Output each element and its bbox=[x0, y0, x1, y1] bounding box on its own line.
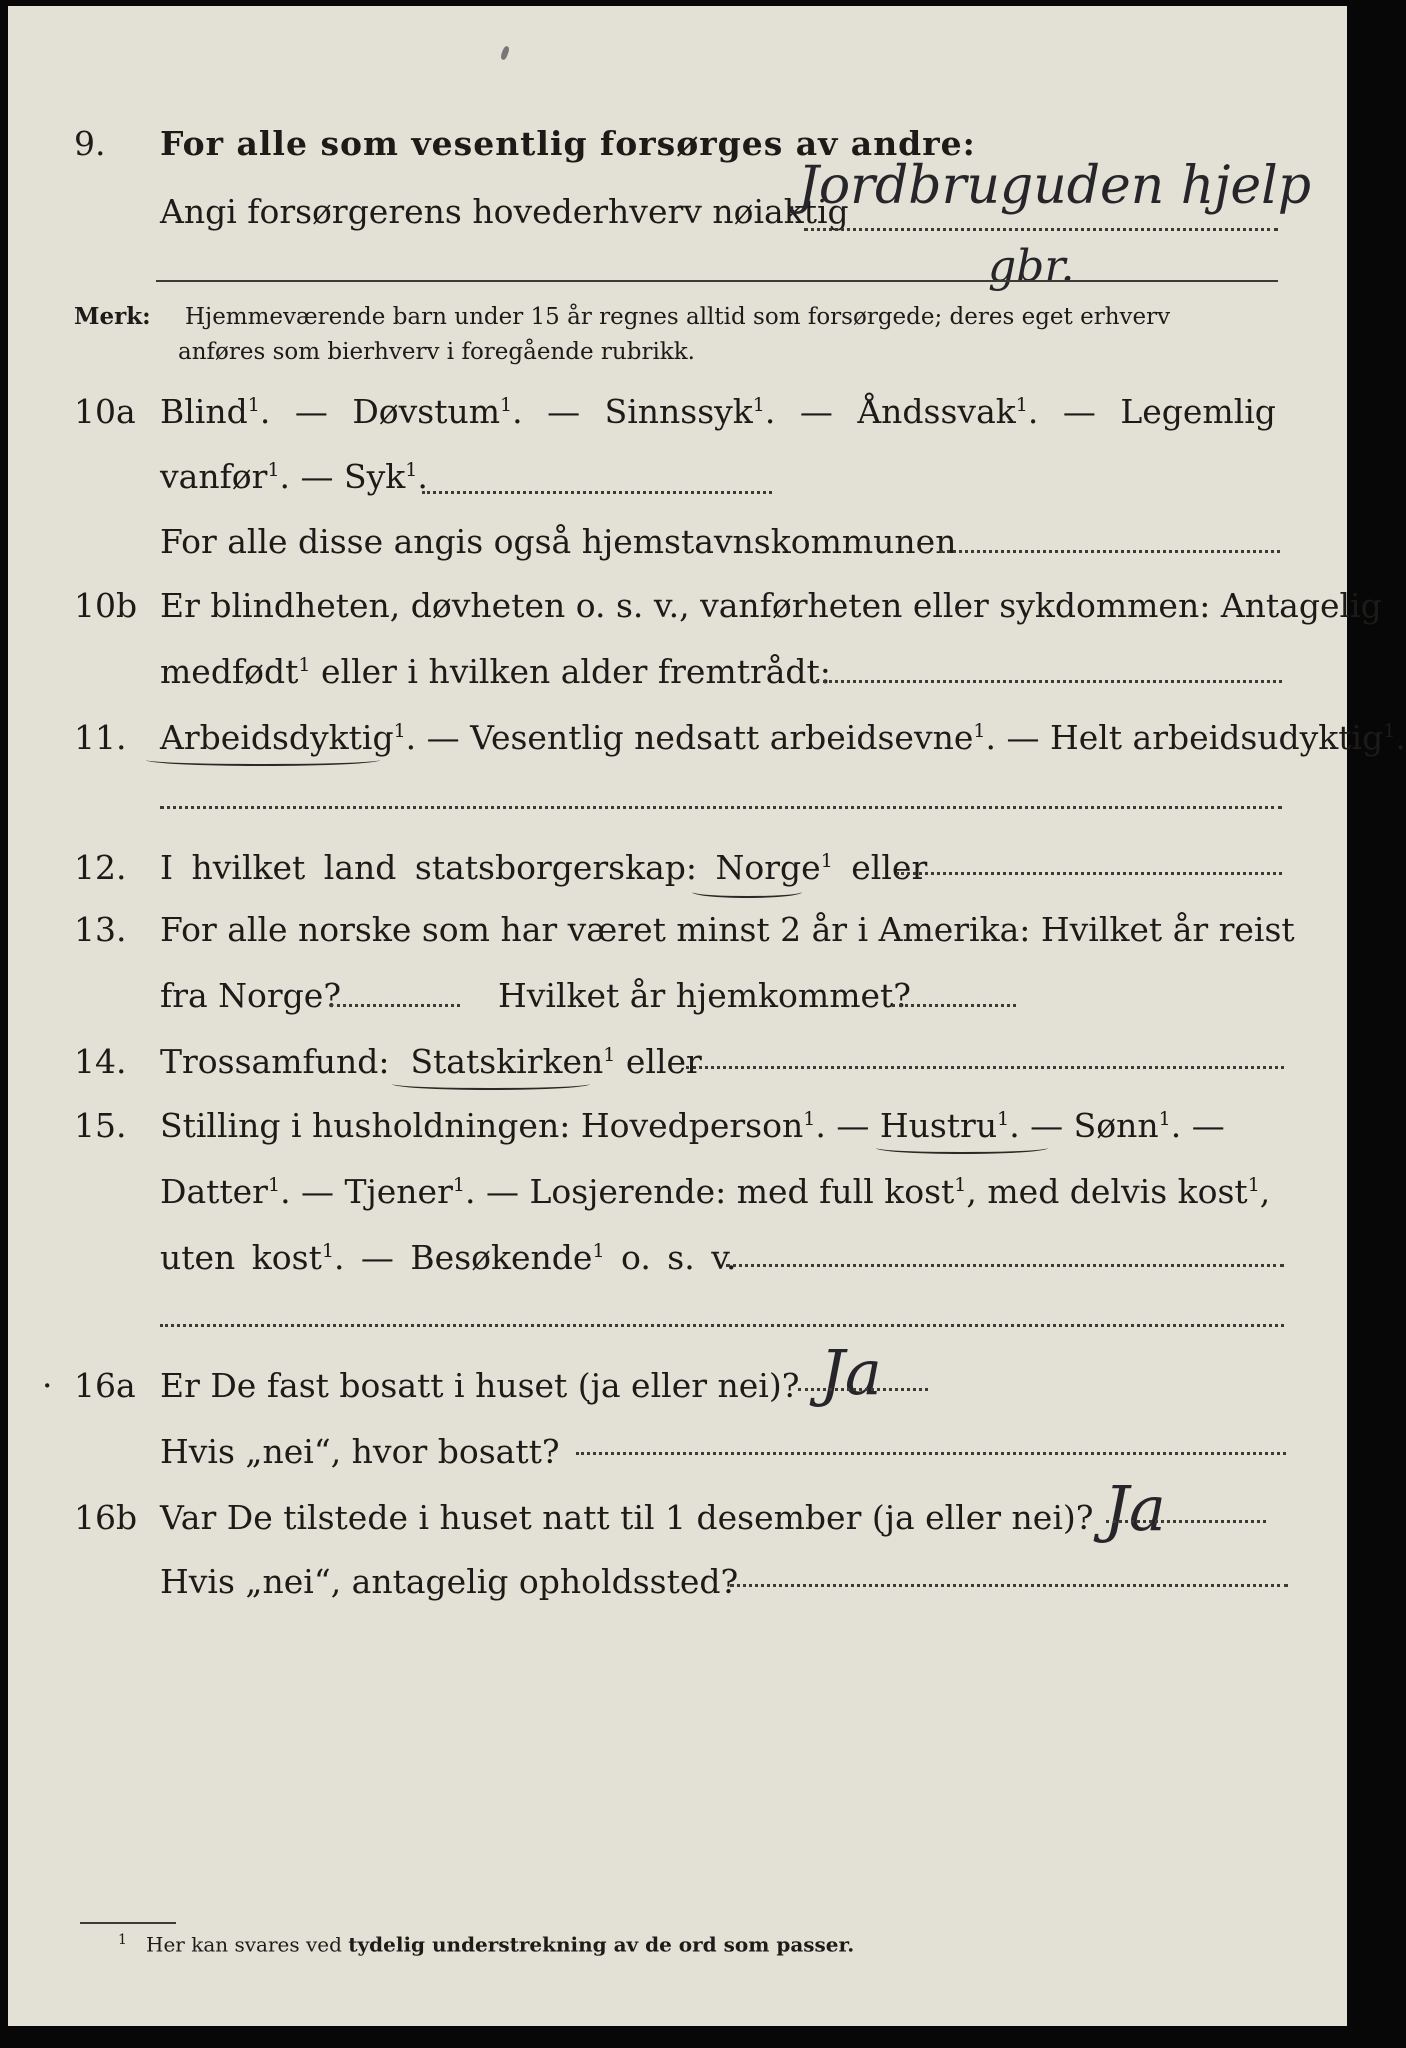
q9-handwritten-answer-1: Jordbruguden hjelp bbox=[798, 156, 1312, 216]
q13-hjemkommet: Hvilket år hjemkommet? bbox=[498, 976, 911, 1015]
q16b-number: 16b bbox=[74, 1498, 138, 1537]
q10a-dovstum: . — Døvstum bbox=[259, 392, 501, 431]
footnote-rule bbox=[80, 1922, 176, 1924]
q13-row-1 bbox=[8, 904, 1347, 956]
q16b-opholdssted: Hvis „nei“, antagelig opholdssted? bbox=[160, 1562, 739, 1601]
q10a-hjemstavn: For alle disse angis også hjemstavnskommunen bbox=[160, 522, 957, 561]
q15-row-3: uten kost$^1$. — Besøkende$^1$ o. s. v. bbox=[160, 1238, 737, 1277]
q10a-sinnssyk: . — Sinnssyk bbox=[512, 392, 753, 431]
footnote-mark: 1 bbox=[118, 1932, 127, 1948]
q16a-handwritten-answer: Ja bbox=[820, 1336, 882, 1409]
q15-osv: o. s. v. bbox=[604, 1238, 737, 1277]
q10a-andssvak: . — Åndssvak bbox=[764, 392, 1016, 431]
q15-hustru: Hustru bbox=[879, 1106, 998, 1145]
q16b-answer-line-2 bbox=[730, 1584, 1288, 1587]
q11-row: 11. Arbeidsdyktig$^1$. — Vesentlig nedsatt arbeidsevne$^1$. — Helt arbeidsudyktig$^1$. bbox=[8, 712, 1347, 764]
footnote-text-b: tydelig understrekning av de ord som passer. bbox=[348, 1932, 855, 1957]
q13-number: 13. bbox=[74, 910, 127, 949]
q10b-alder: eller i hvilken alder fremtrådt: bbox=[310, 652, 831, 691]
merk-line-2: anføres som bierhverv i foregående rubrikk. bbox=[178, 339, 695, 365]
q16a-question: Er De fast bosatt i huset (ja eller nei)? bbox=[160, 1366, 800, 1405]
q10b-row-2: medfødt$^1$ eller i hvilken alder fremtrådt: bbox=[160, 652, 831, 691]
q15-tjener: . — Tjener bbox=[280, 1172, 453, 1211]
q11-nedsatt: . — Vesentlig nedsatt arbeidsevne bbox=[405, 718, 974, 757]
q11-arbeidsdyktig: Arbeidsdyktig bbox=[160, 718, 394, 757]
q13-answer-line-2 bbox=[892, 1004, 1016, 1007]
q11-answer-line bbox=[160, 806, 1282, 809]
q14-eller: eller bbox=[615, 1042, 702, 1081]
q16b-handwritten-answer: Ja bbox=[1104, 1472, 1166, 1545]
merk-line-1: Hjemmeværende barn under 15 år regnes alltid som forsørgede; deres eget erhverv bbox=[185, 304, 1171, 330]
q15-row-2: Datter$^1$. — Tjener$^1$. — Losjerende: med full kost$^1$, med delvis kost$^1$, bbox=[160, 1172, 1271, 1211]
q14-trossamfund: Trossamfund: bbox=[160, 1042, 390, 1081]
q12-eller: eller bbox=[832, 848, 928, 887]
merk-label: Merk: bbox=[74, 303, 151, 330]
q11-number: 11. bbox=[74, 718, 127, 757]
q15-datter: Datter bbox=[160, 1172, 268, 1211]
q10a-number: 10a bbox=[74, 392, 136, 431]
q9-title: For alle som vesentlig forsørges av andre: bbox=[160, 124, 976, 163]
q10a-answer-line-1 bbox=[422, 491, 772, 494]
footnote bbox=[118, 1932, 854, 1957]
q13-row-2 bbox=[8, 970, 1347, 1022]
q13-answer-line-1 bbox=[330, 1004, 460, 1007]
q15-delvis: , med delvis kost bbox=[966, 1172, 1248, 1211]
q14-answer-line bbox=[686, 1066, 1284, 1069]
q10a-answer-line-2 bbox=[940, 550, 1280, 553]
q9-text: Angi forsørgerens hovederhverv nøiaktig bbox=[160, 192, 849, 231]
q16a-answer-line-2 bbox=[576, 1452, 1286, 1455]
q12-row: 12. I hvilket land statsborgerskap: Norge$^1$ eller bbox=[8, 842, 1347, 894]
q13-reist: fra Norge? bbox=[160, 976, 342, 1015]
q15-sonn: . — Sønn bbox=[1009, 1106, 1159, 1145]
q16a-number: 16a bbox=[74, 1366, 136, 1405]
q10b-line-1: Er blindheten, døvheten o. s. v., vanførheten eller sykdommen: Antagelig bbox=[160, 586, 1382, 625]
q9-separator bbox=[156, 280, 1278, 282]
q10a-blind: Blind bbox=[160, 392, 248, 431]
q12-norge: Norge bbox=[715, 848, 821, 887]
q10a-row-3 bbox=[8, 516, 1347, 568]
q14-row: 14. Trossamfund: Statskirken$^1$ eller bbox=[8, 1036, 1347, 1088]
q15-row-1: 15. Stilling i husholdningen: Hovedperson$^1$. — Hustru$^1$. — Sønn$^1$. — bbox=[8, 1100, 1347, 1152]
q10a-row-1: 10a Blind$^1$. — Døvstum$^1$. — Sinnssyk$^1$. — Åndssvak$^1$. — Legemlig bbox=[8, 386, 1347, 438]
q10a-legemlig: . — Legemlig bbox=[1027, 392, 1276, 431]
q10b-answer-line bbox=[816, 680, 1282, 683]
ink-speck bbox=[500, 45, 510, 60]
q15-separator bbox=[160, 1324, 1284, 1327]
footnote-text-a: Her kan svares ved bbox=[146, 1932, 342, 1957]
q12-number: 12. bbox=[74, 848, 127, 887]
q15-answer-line bbox=[726, 1264, 1284, 1267]
q16a-row-1 bbox=[8, 1360, 1347, 1412]
q14-underline-mark bbox=[392, 1078, 590, 1090]
q13-line-1: For alle norske som har været minst 2 år i Amerika: Hvilket år reist bbox=[160, 910, 1295, 949]
q12-answer-line bbox=[896, 872, 1282, 875]
q10a-vanfor: vanfør bbox=[160, 457, 268, 496]
q16b-row-2 bbox=[8, 1556, 1347, 1608]
q16b-question: Var De tilstede i huset natt til 1 desember (ja eller nei)? bbox=[160, 1498, 1094, 1537]
q12-question: I hvilket land statsborgerskap: bbox=[160, 848, 698, 887]
q14-number: 14. bbox=[74, 1042, 127, 1081]
q16a-hvor-bosatt: Hvis „nei“, hvor bosatt? bbox=[160, 1432, 560, 1471]
q15-besokende: . — Besøkende bbox=[333, 1238, 593, 1277]
q10b-medfodt: medfødt bbox=[160, 652, 299, 691]
q15-underline-mark bbox=[876, 1142, 1048, 1154]
q15-number: 15. bbox=[74, 1106, 127, 1145]
q9-answer-line bbox=[804, 228, 1278, 231]
q16a-answer-line-1 bbox=[798, 1388, 928, 1391]
q16b-answer-line-1 bbox=[1106, 1520, 1266, 1523]
census-form-page bbox=[8, 6, 1406, 2026]
q10a-syk: . — Syk bbox=[279, 457, 406, 496]
q9-number: 9. bbox=[74, 124, 106, 163]
q9-handwritten-answer-2: gbr. bbox=[988, 241, 1075, 292]
q11-underline-mark bbox=[146, 754, 380, 766]
q11-udyktig: . — Helt arbeidsudyktig bbox=[985, 718, 1384, 757]
q15-uten-kost: uten kost bbox=[160, 1238, 322, 1277]
q10b-number: 10b bbox=[74, 586, 138, 625]
q16a-bullet: · bbox=[42, 1366, 53, 1405]
q15-hovedperson: Stilling i husholdningen: Hovedperson bbox=[160, 1106, 804, 1145]
q10a-row-2: vanfør$^1$. — Syk$^1$. bbox=[160, 457, 428, 496]
q15-losjerende: . — Losjerende: med full kost bbox=[464, 1172, 955, 1211]
q10b-row-1 bbox=[8, 580, 1382, 632]
q12-underline-mark bbox=[692, 886, 802, 898]
q14-statskirken: Statskirken bbox=[410, 1042, 604, 1081]
